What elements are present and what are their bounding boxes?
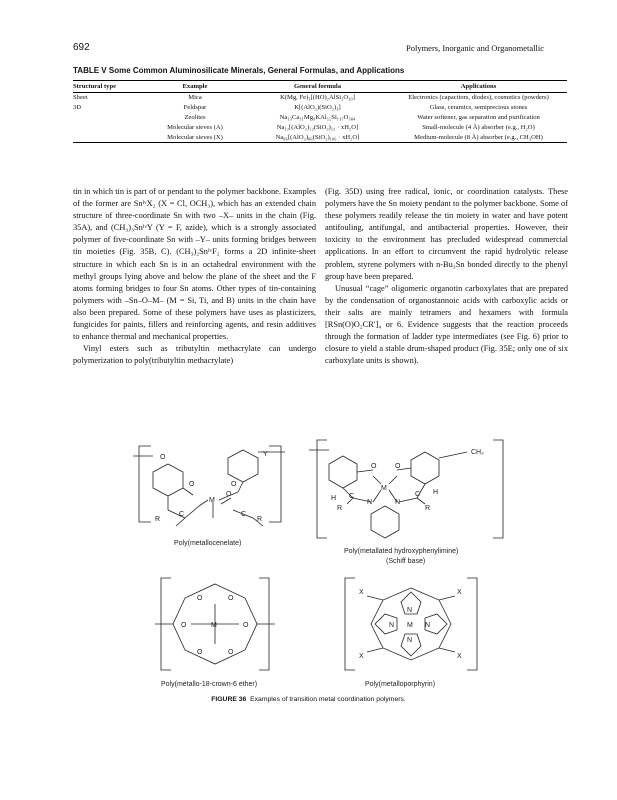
figure-36: [73, 428, 567, 698]
running-title: Polymers, Inorganic and Organometallic: [405, 43, 544, 53]
atom-label: N: [407, 637, 413, 644]
atom-label: C: [349, 493, 355, 500]
atom-label: R: [337, 505, 343, 512]
atom-label: O: [243, 622, 249, 629]
table-cell: Medium-molecule (8 Å) absorber (e.g., CH₃OH): [390, 132, 567, 142]
table-cell: Molecular sieves (A): [167, 123, 223, 131]
table-cell: Zeolites: [184, 113, 206, 121]
structure-name-line2: (Schiff base): [386, 558, 426, 565]
atom-label: O: [160, 454, 166, 461]
table-cell: Small-molecule (4 Å) absorber (e.g., H₂O): [422, 123, 535, 131]
table-cell: K[(AlO₂)(SiO₂)₃]: [294, 104, 341, 112]
structure-name: Poly(metalloporphyrin): [365, 681, 436, 688]
table-cell: [73, 132, 145, 142]
minerals-table: [73, 80, 567, 143]
table-cell: Water softener, gas separation and purification: [417, 113, 540, 121]
atom-label: N: [425, 622, 431, 629]
table-row: [73, 132, 567, 142]
table-cell: Mica: [188, 94, 202, 102]
structure-name: Poly(metallated hydroxyphenylimine): [344, 548, 459, 555]
atom-label: O: [228, 595, 234, 602]
atom-label: X: [457, 653, 462, 660]
atom-label: M: [407, 622, 413, 629]
table-cell: Na₁₃Ca₁₁Mg₉KAl₅₅Si₁₃₇O₃₈₄: [279, 113, 356, 121]
structure-crown-ether: [155, 578, 275, 688]
figure-caption: [0, 696, 617, 703]
atom-label: N: [389, 622, 395, 629]
atom-label: O: [231, 481, 237, 488]
atom-label: C: [179, 511, 185, 518]
table-header-cell: Example: [145, 81, 245, 93]
atom-label: O: [226, 491, 232, 498]
structure-porphyrin: [345, 578, 477, 688]
atom-label: M: [209, 497, 215, 504]
table-cell: Na₈₆[(AlO₂)₈₆(SiO₂)₁₀₆ · xH₂O]: [245, 132, 390, 142]
structure-name: Poly(metallo-18-crown-6 ether): [161, 681, 258, 688]
atom-label: C: [241, 511, 247, 518]
table-row: [73, 93, 567, 103]
atom-label: O: [197, 649, 203, 656]
atom-label: M: [381, 485, 387, 492]
table-cell: Na₁₂[(AlO₂)₁₂(SiO₂)₁₂ · xH₂O]: [276, 123, 359, 131]
table-row: [73, 122, 567, 132]
atom-label: X: [359, 589, 364, 596]
atom-label: O: [189, 481, 195, 488]
left-text-column: [73, 186, 316, 367]
atom-label: Y: [263, 451, 268, 458]
page-number: 692: [73, 42, 90, 53]
atom-label: C: [415, 491, 421, 498]
table-cell: Sheet: [73, 94, 88, 102]
atom-label: N: [395, 499, 401, 506]
table-cell: Electronics (capacitors, diodes), cosmetics (powders): [408, 94, 549, 102]
structure-name: Poly(metallocenelate): [174, 540, 242, 547]
table-header-cell: General formula: [245, 81, 390, 93]
atom-label: R: [155, 516, 161, 523]
body-paragraph: Vinyl esters such as tributyltin methacrylate can undergo polymerization to poly(tributyltin methacrylate): [73, 344, 316, 366]
atom-label: N: [407, 607, 413, 614]
table-cell: [73, 113, 145, 123]
body-paragraph: (Fig. 35D) using free radical, ionic, or coordination catalysts. These polymers have the Sn moiety pendant to the polymer backbone. Some of these polymers readily release the tin moiety in water and have potent antifouling, antifungal, and antibacterial properties. However, their toxicity to the environment has precluded widespread commercial applications. In an effort to circumvent the rapid hydrolytic release problem, styrene polymers with n-Bu₃Sn bonded directly to the phenyl group have been prepared.: [325, 187, 568, 281]
atom-label: N: [367, 499, 373, 506]
structure-metallocenelate: [133, 446, 285, 547]
atom-label: O: [228, 649, 234, 656]
table-row: [73, 103, 567, 113]
right-text-column: [325, 186, 568, 367]
atom-label: R: [257, 516, 263, 523]
table-header-cell: Applications: [390, 81, 567, 93]
table-cell: Glass, ceramics, semiprecious stones: [429, 104, 528, 112]
atom-label: O: [371, 463, 377, 470]
atom-label: H: [331, 495, 337, 502]
table-caption: TABLE V Some Common Aluminosilicate Minerals, General Formulas, and Applications: [73, 66, 405, 75]
table-cell: Molecular sieves (X): [145, 132, 245, 142]
atom-label: X: [359, 653, 364, 660]
atom-label: O: [395, 463, 401, 470]
structure-schiff-base: [309, 440, 503, 565]
table-header-row: [73, 81, 567, 93]
atom-label: R: [425, 505, 431, 512]
table-header-cell: Structural type: [73, 81, 145, 93]
figure-caption-text: Examples of transition metal coordination polymers.: [250, 696, 406, 703]
atom-label: CH₂: [471, 449, 484, 456]
table-cell: K(Mg, Fe)₃[(HO)₂AlSi₃O₁₀]: [280, 94, 355, 102]
atom-label: O: [197, 595, 203, 602]
body-paragraph: Unusual “cage” oligomeric organotin carboxylates that are prepared by the condensation of organostannoic acids with carboxylic acids or their salts are mainly tetramers and hexamers with formula [RSn(O)O₂CR′]₄ or 6. Evidence suggests that the reaction proceeds through the formation of ladder type intermediates (see Fig. 6) prior to closure to yield a stable drum-shaped product (Fig. 35E; only one of six carboxylate units is shown).: [325, 283, 568, 366]
table-cell: [73, 122, 145, 132]
atom-label: H: [433, 489, 439, 496]
figure-caption-label: FIGURE 36: [211, 696, 247, 703]
table-cell: 3D: [73, 104, 82, 112]
body-paragraph: tin in which tin is part of or pendant to the polymer backbone. Examples of the former are SnᴵᵛX₂ (X = Cl, OCH₃), which has an extended chain structure of three-coordinate Sn with two –X– units in the chain (Fig. 35A), and (CH₃)₃SnᴵᵛY (Y = F, azide), which is a strongly associated polymer of five-coordinate Sn with –Y– units forming bridges between tin moieties (Fig. 35B, C). (CH₃)₂SnᴵᵛF₂ forms a 2D infinite-sheet structure in which each Sn is in an octahedral environment with the methyl groups lying above and below the plane of the sheet and the F atoms forming bridges to four Sn atoms. Other types of tin-containing polymers with –Sn–O–M– (M = Si, Ti, and B) units in the chain have also been prepared. Some of these polymers have uses as plasticizers, fungicides for paints, fillers and reinforcing agents, and resin additives to enhance thermal and mechanical properties.: [73, 187, 316, 342]
table-cell: Feldspar: [183, 104, 207, 112]
table-row: [73, 113, 567, 123]
atom-label: O: [181, 622, 187, 629]
atom-label: X: [457, 589, 462, 596]
atom-label: M: [211, 622, 217, 629]
